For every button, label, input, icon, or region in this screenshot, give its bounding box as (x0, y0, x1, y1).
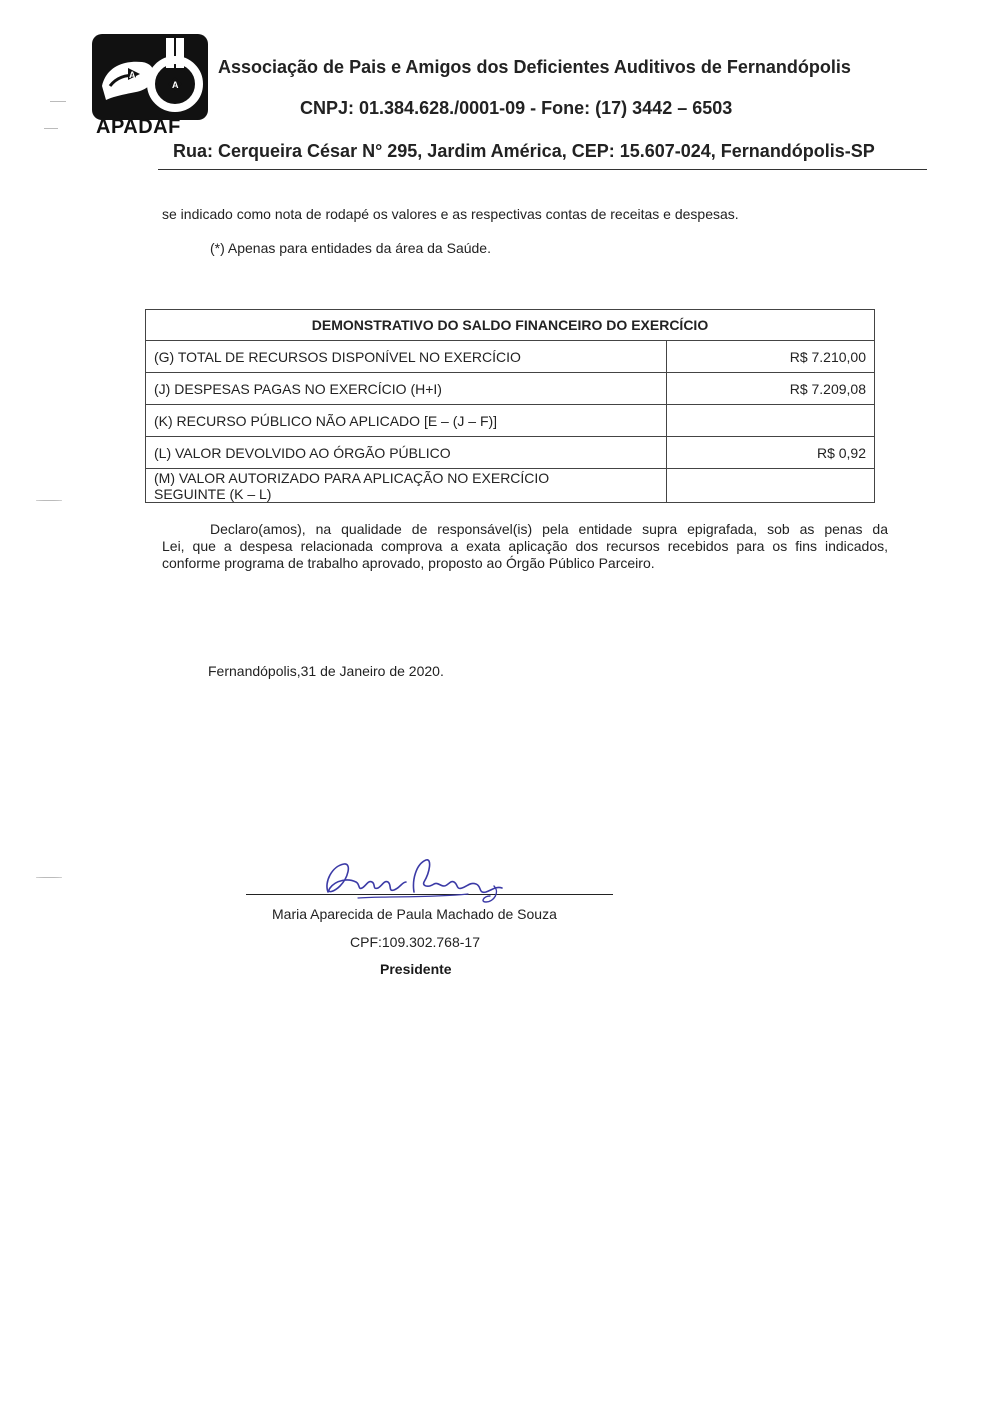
signer-name: Maria Aparecida de Paula Machado de Souza (272, 906, 557, 922)
header-divider (158, 169, 927, 170)
intro-paragraph: se indicado como nota de rodapé os valores e as respectivas contas de receitas e despesas. (162, 206, 739, 222)
row-value (667, 469, 875, 503)
logo-emblem (92, 34, 208, 120)
row-label: (K) RECURSO PÚBLICO NÃO APLICADO [E – (J – F)] (146, 405, 667, 437)
signer-role: Presidente (380, 961, 452, 977)
logo-text: APADAF (96, 116, 181, 138)
handwritten-signature (318, 852, 518, 908)
declaration-line: Lei, que a despesa relacionada comprova a exata aplicação dos recursos recebidos para os fins indicados, (162, 538, 888, 554)
apadaf-logo (92, 34, 210, 138)
table-row (146, 469, 875, 503)
row-label-line2: SEGUINTE (K – L) (154, 485, 272, 502)
table-row (146, 405, 875, 437)
signer-cpf: CPF:109.302.768-17 (350, 934, 480, 950)
row-value (667, 405, 875, 437)
row-label-line1: (M) VALOR AUTORIZADO PARA APLICAÇÃO NO EXERCÍCIO (154, 469, 550, 486)
cnpj-phone-line: CNPJ: 01.384.628./0001-09 - Fone: (17) 3442 – 6503 (300, 98, 733, 118)
row-label: (J) DESPESAS PAGAS NO EXERCÍCIO (H+I) (146, 373, 667, 405)
declaration-line: Declaro(amos), na qualidade de responsável(is) pela entidade supra epigrafada, sob as penas da (210, 521, 888, 537)
table-row (146, 373, 875, 405)
table-title: DEMONSTRATIVO DO SALDO FINANCEIRO DO EXERCÍCIO (146, 310, 875, 341)
footnote-text: (*) Apenas para entidades da área da Saúde. (210, 240, 491, 256)
scan-mark (50, 101, 66, 102)
scan-mark (36, 500, 62, 501)
table-row (146, 437, 875, 469)
balance-summary-table (145, 309, 875, 503)
row-value: R$ 7.210,00 (667, 341, 875, 373)
table-row (146, 341, 875, 373)
scan-mark (36, 877, 62, 878)
svg-text:A: A (129, 70, 136, 80)
address-line: Rua: Cerqueira César N° 295, Jardim América, CEP: 15.607-024, Fernandópolis-SP (173, 141, 875, 161)
ear-emblem-icon (92, 34, 208, 120)
row-value: R$ 0,92 (667, 437, 875, 469)
declaration-line: conforme programa de trabalho aprovado, proposto ao Órgão Público Parceiro. (162, 555, 655, 571)
organization-name: Associação de Pais e Amigos dos Deficientes Auditivos de Fernandópolis (218, 57, 851, 77)
row-label: (L) VALOR DEVOLVIDO AO ÓRGÃO PÚBLICO (146, 437, 667, 469)
scan-mark (44, 128, 58, 129)
row-value: R$ 7.209,08 (667, 373, 875, 405)
date-place-line: Fernandópolis,31 de Janeiro de 2020. (208, 663, 444, 679)
declaration-paragraph (162, 521, 888, 572)
row-label: (G) TOTAL DE RECURSOS DISPONÍVEL NO EXERCÍCIO (146, 341, 667, 373)
svg-text:A: A (172, 80, 179, 90)
row-label (146, 469, 667, 503)
table-header-row (146, 310, 875, 341)
